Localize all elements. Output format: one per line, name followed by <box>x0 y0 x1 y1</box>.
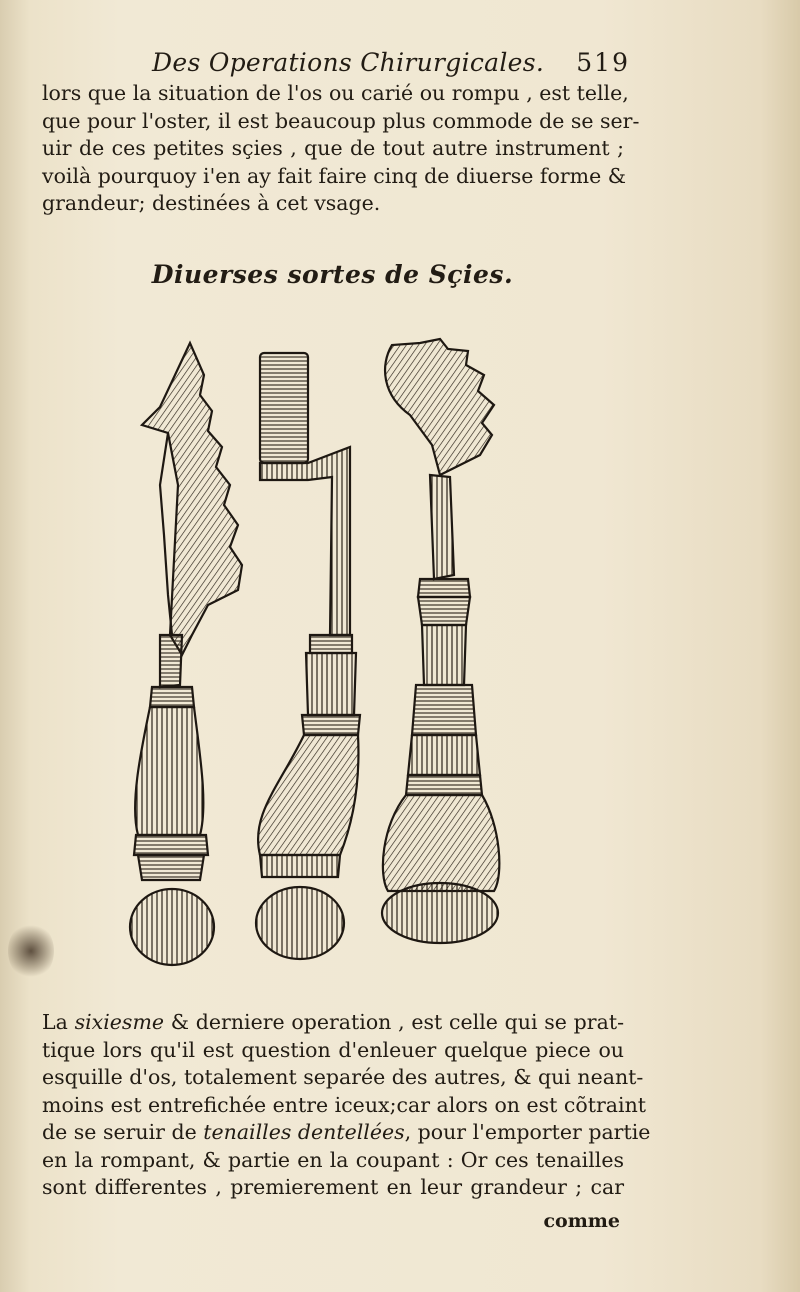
ink-stain <box>8 922 54 980</box>
paragraph-top <box>42 80 640 218</box>
text-fragment: & derniere operation , est celle qui se prat- <box>164 1010 624 1034</box>
italic-term: tenailles dentellées <box>203 1120 405 1144</box>
saws-engraving <box>120 335 520 975</box>
saw-one <box>130 343 242 965</box>
text-line: uir de ces petites sçies , que de tout autre instrument ; <box>42 136 624 160</box>
text-line: en la rompant, & partie en la coupant : Or ces tenailles <box>42 1147 624 1172</box>
running-head-title: Des Operations Chirurgicales. <box>152 48 545 77</box>
text-line: esquille d'os, totalement separée des autres, & qui neant- <box>42 1065 644 1089</box>
running-head <box>40 44 630 80</box>
italic-term: sixiesme <box>74 1010 165 1034</box>
text-line <box>42 1009 624 1037</box>
text-fragment: , pour l'emporter partie <box>404 1120 651 1144</box>
text-line: grandeur; destinées à cet vsage. <box>42 191 381 215</box>
text-fragment: de se seruir de <box>42 1120 204 1144</box>
text-line <box>42 1119 651 1147</box>
text-fragment: La <box>42 1010 75 1034</box>
page-number: 519 <box>576 48 630 77</box>
figure-caption: Diuerses sortes de Sçies. <box>151 260 514 289</box>
text-line: moins est entrefichée entre iceux;car alors on est cõtraint <box>42 1092 647 1117</box>
saw-two <box>256 353 360 959</box>
text-line: lors que la situation de l'os ou carié ou rompu , est telle, <box>42 81 629 105</box>
text-line: tique lors qu'il est question d'enleuer quelque piece ou <box>42 1037 624 1062</box>
text-line: voilà pourquoy i'en ay fait faire cinq de diuerse forme & <box>42 163 626 188</box>
catchword: comme <box>543 1210 620 1232</box>
text-line: que pour l'oster, il est beaucoup plus commode de se ser- <box>42 108 640 133</box>
text-line: sont differentes , premierement en leur grandeur ; car <box>42 1175 624 1199</box>
saw-three <box>382 339 499 943</box>
paragraph-bottom <box>42 1009 651 1202</box>
saws-illustration <box>120 335 520 975</box>
